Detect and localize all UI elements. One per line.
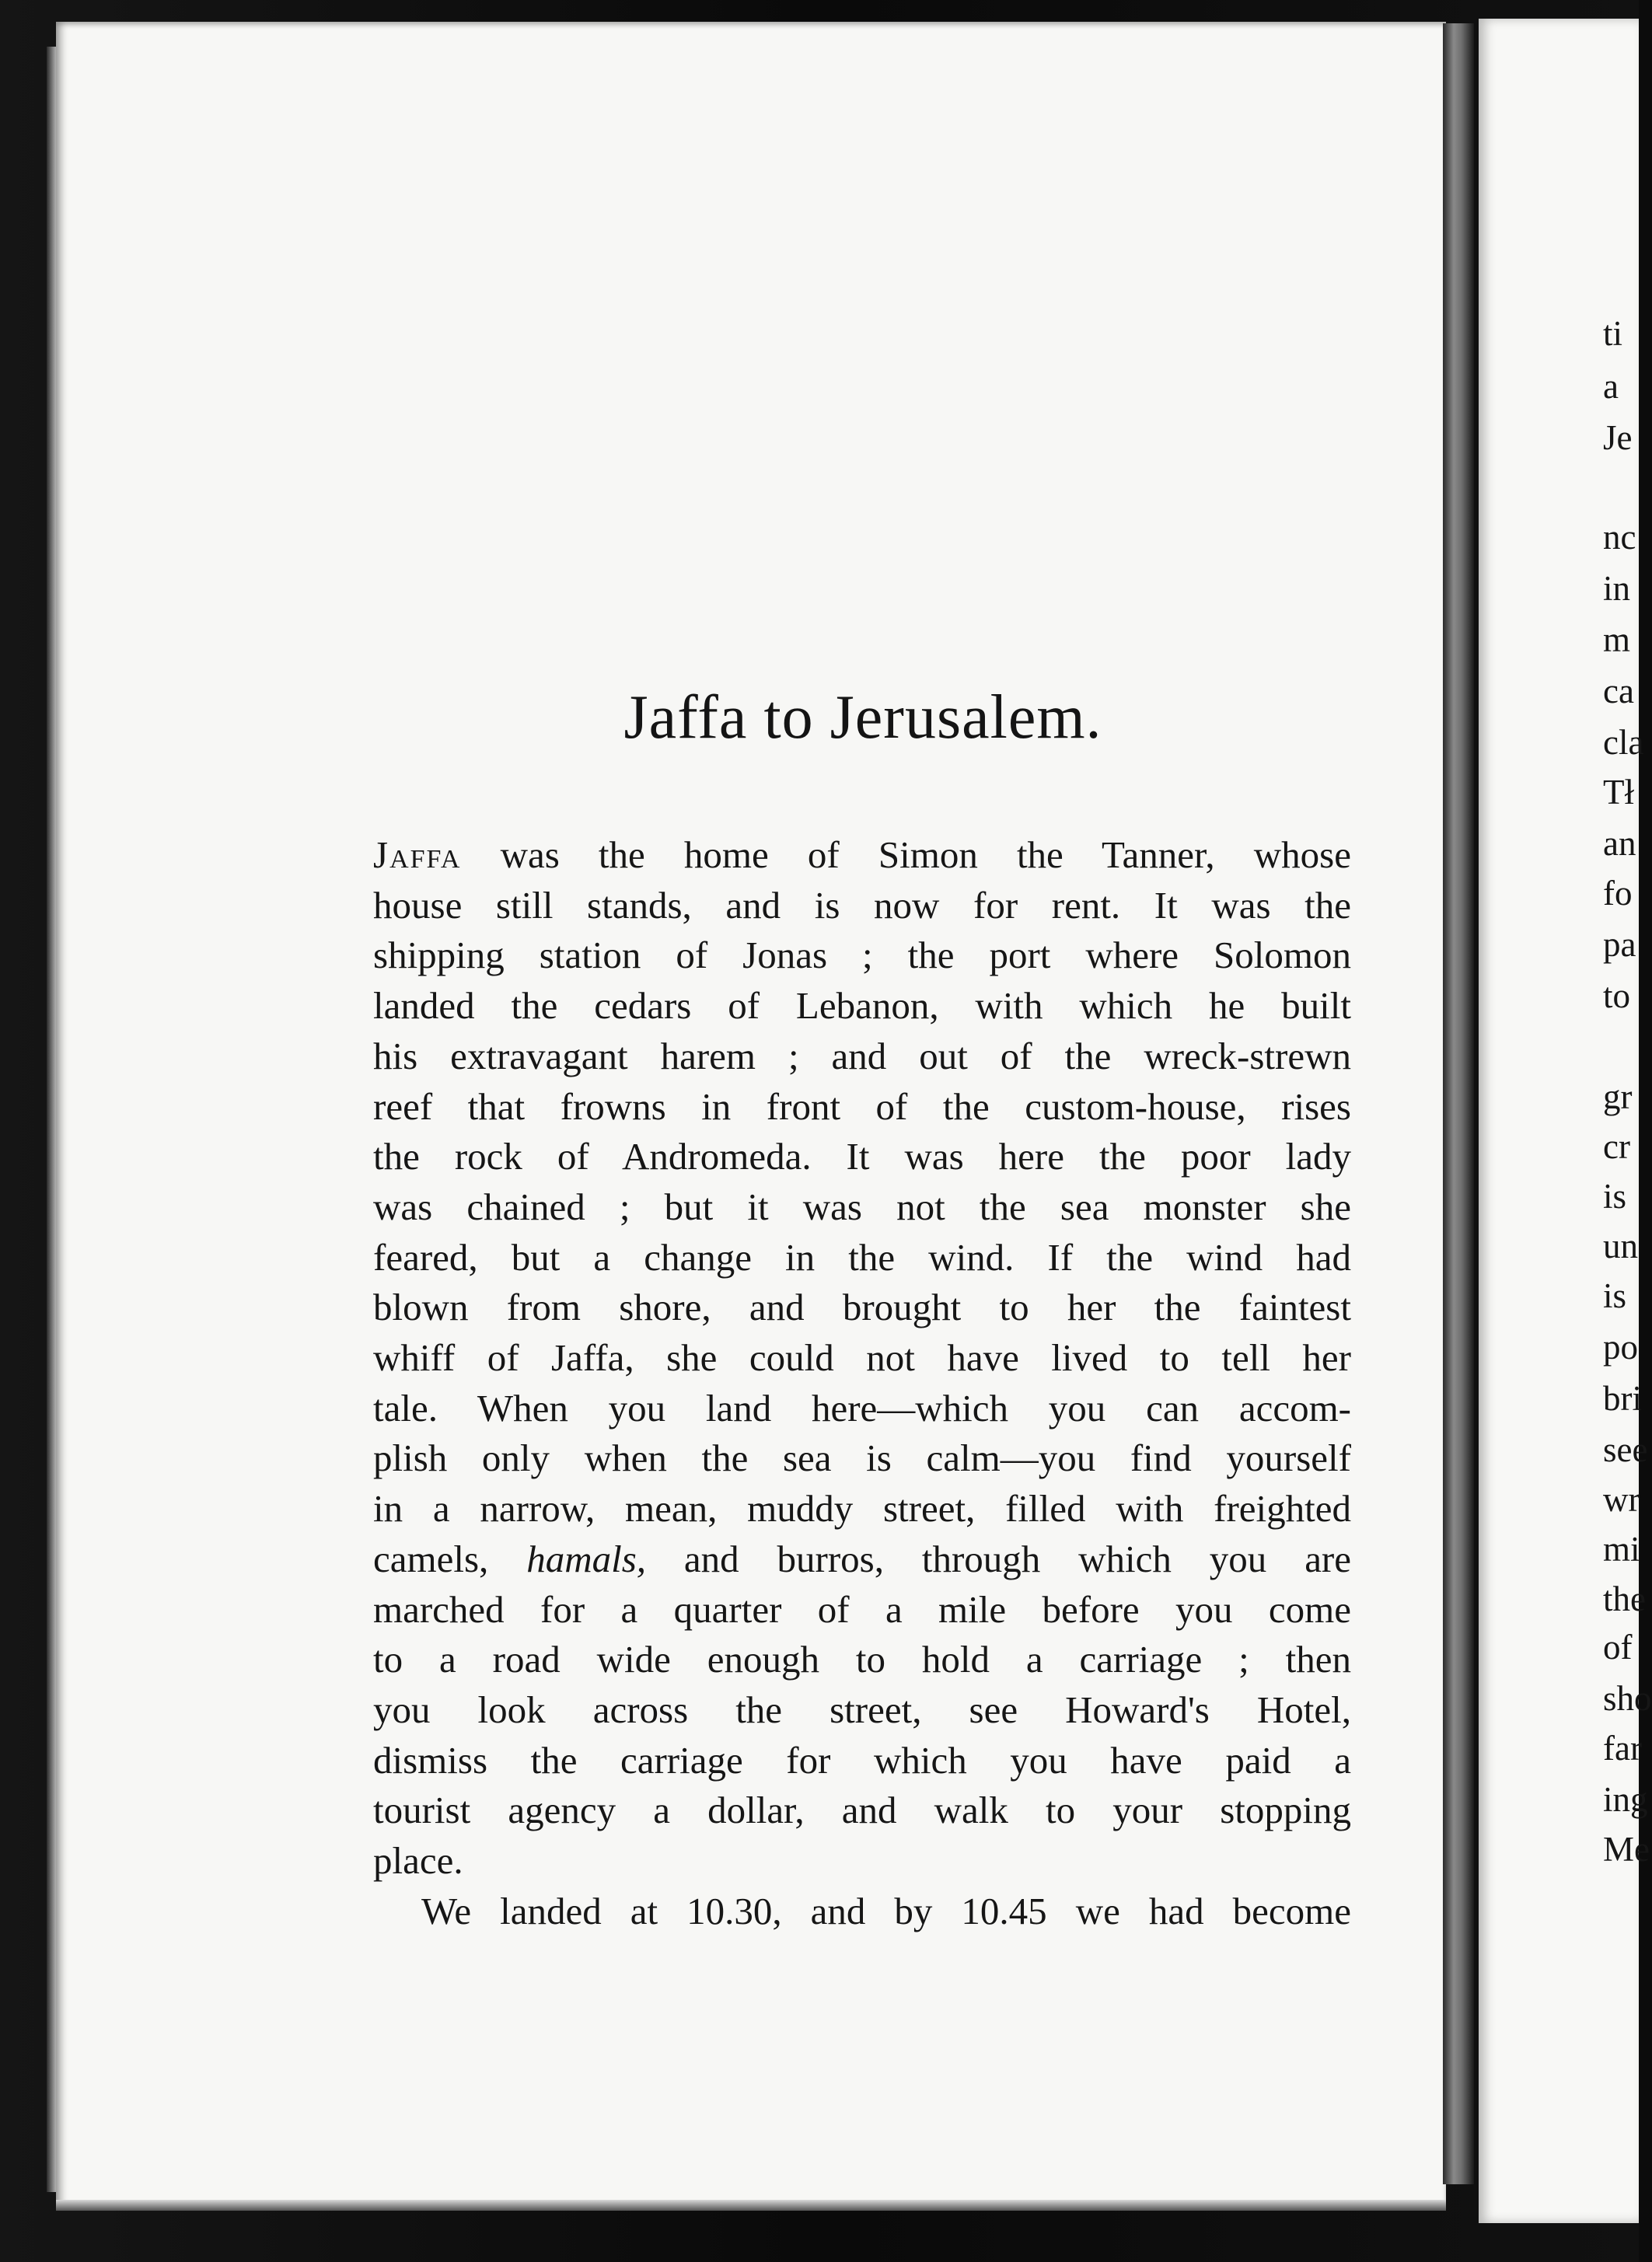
text-line: dismiss the carriage for which you have paid a — [373, 1738, 1351, 1782]
right-fragment: gr — [1603, 1077, 1633, 1116]
text-line: marched for a quarter of a mile before you come — [373, 1587, 1351, 1631]
text-line: tale. When you land here—which you can accom- — [373, 1386, 1351, 1429]
right-fragment: wr — [1603, 1480, 1640, 1519]
text-line: was chained ; but it was not the sea monster she — [373, 1185, 1351, 1228]
right-fragment: in — [1603, 569, 1631, 608]
text-line: place. — [373, 1839, 463, 1883]
text-line: plish only when the sea is calm—you find yourself — [373, 1436, 1351, 1480]
right-fragment: ca — [1603, 672, 1634, 710]
text-line — [373, 830, 1351, 881]
right-fragment: nc — [1603, 518, 1636, 557]
right-fragment: Je — [1603, 418, 1633, 457]
right-fragment: to — [1603, 976, 1631, 1015]
right-fragment: sho — [1603, 1679, 1652, 1718]
text-line: feared, but a change in the wind. If the wind had — [373, 1235, 1351, 1279]
text-line: blown from shore, and brought to her the faintest — [373, 1286, 1351, 1329]
right-fragment: is — [1603, 1177, 1627, 1216]
right-fragment: Tł — [1603, 773, 1634, 812]
text-line: shipping station of Jonas ; the port where Solomon — [373, 934, 1351, 977]
text-line: to a road wide enough to hold a carriage ; then — [373, 1638, 1351, 1681]
right-fragment: mi — [1603, 1530, 1640, 1569]
text-line: the rock of Andromeda. It was here the poor lady — [373, 1135, 1351, 1178]
right-fragment: ti — [1603, 314, 1623, 353]
right-fragment: is — [1603, 1276, 1627, 1315]
right-fragment: m — [1603, 620, 1631, 659]
left-page-bottom-edge — [56, 2200, 1446, 2211]
text-line: tourist agency a dollar, and walk to your stopping — [373, 1789, 1351, 1832]
text-line: his extravagant harem ; and out of the wreck-strewn — [373, 1034, 1351, 1077]
right-fragment: the — [1603, 1580, 1646, 1618]
right-page-text — [1603, 0, 1652, 2262]
text-line — [373, 1534, 1351, 1585]
right-fragment: see — [1603, 1430, 1648, 1469]
right-fragment: bri — [1603, 1379, 1642, 1418]
right-fragment: fo — [1603, 874, 1633, 913]
right-fragment: un — [1603, 1227, 1638, 1265]
body-text — [373, 830, 1351, 1936]
text-line: landed the cedars of Lebanon, with which he built — [373, 984, 1351, 1028]
right-fragment: an — [1603, 824, 1636, 863]
text-line: you look across the street, see Howard's Hotel, — [373, 1688, 1351, 1731]
right-fragment: of — [1603, 1628, 1633, 1667]
text-line-content: camels, — [373, 1537, 527, 1580]
right-fragment: far — [1603, 1729, 1642, 1768]
right-fragment: po — [1603, 1328, 1638, 1367]
text-line-content: was the home of Simon the Tanner, whose — [461, 833, 1351, 876]
right-fragment: a — [1603, 367, 1619, 406]
italic-term: hamals, — [526, 1537, 647, 1580]
right-fragment: ing — [1603, 1780, 1648, 1819]
text-line: whiff of Jaffa, she could not have lived to tell her — [373, 1336, 1351, 1380]
right-fragment: cla — [1603, 723, 1644, 762]
text-line: house still stands, and is now for rent. It was the — [373, 883, 1351, 927]
text-line: in a narrow, mean, muddy street, filled with freighted — [373, 1487, 1351, 1531]
right-fragment: Me — [1603, 1830, 1650, 1869]
text-line: We landed at 10.30, and by 10.45 we had become — [421, 1889, 1351, 1932]
chapter-title: Jaffa to Jerusalem. — [623, 683, 1102, 752]
book-gutter — [1443, 23, 1474, 2184]
text-line-content: and burros, through which you are — [646, 1537, 1352, 1580]
text-line: reef that frowns in front of the custom-house, rises — [373, 1084, 1351, 1128]
lead-word: Jaffa — [373, 833, 462, 876]
right-fragment: pa — [1603, 925, 1636, 964]
right-fragment: cr — [1603, 1127, 1630, 1166]
